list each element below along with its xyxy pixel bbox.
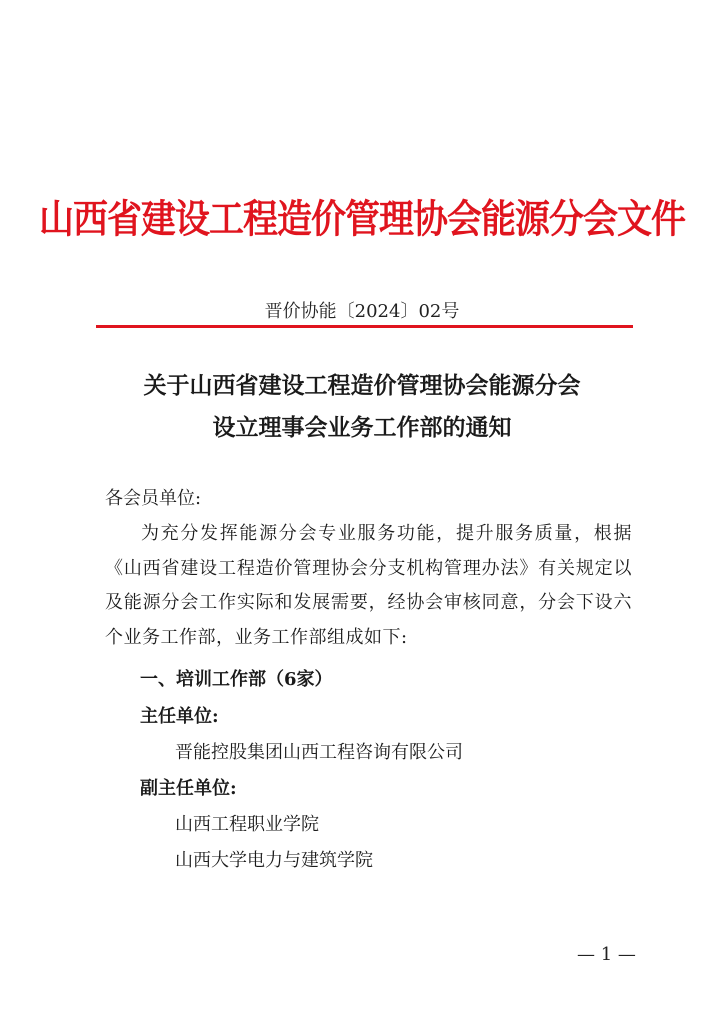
red-separator-line	[96, 325, 633, 328]
body-paragraph: 为充分发挥能源分会专业服务功能，提升服务质量，根据《山西省建设工程造价管理协会分支机构管理办法》有关规定以及能源分会工作实际和发展需要，经协会审核同意，分会下设六个业务工作部，业务工作部组成如下:	[105, 523, 632, 648]
deputy-director-unit-item: 山西大学电力与建筑学院	[175, 850, 373, 871]
salutation: 各会员单位:	[105, 488, 202, 509]
deputy-director-unit-item: 山西工程职业学院	[175, 814, 319, 835]
director-unit-label: 主任单位:	[140, 706, 219, 727]
director-unit-item: 晋能控股集团山西工程咨询有限公司	[175, 742, 463, 763]
notice-title-line-2: 设立理事会业务工作部的通知	[212, 414, 512, 441]
document-header-title: 山西省建设工程造价管理协会能源分会文件	[38, 196, 685, 243]
page-number: — 1 —	[577, 944, 636, 965]
section-heading-training: 一、培训工作部（6家）	[140, 669, 333, 690]
notice-title-line-1: 关于山西省建设工程造价管理协会能源分会	[143, 372, 581, 399]
deputy-director-unit-label: 副主任单位:	[140, 778, 237, 799]
notice-title	[80, 365, 644, 449]
document-number: 晋价协能〔2024〕02号	[264, 301, 460, 322]
